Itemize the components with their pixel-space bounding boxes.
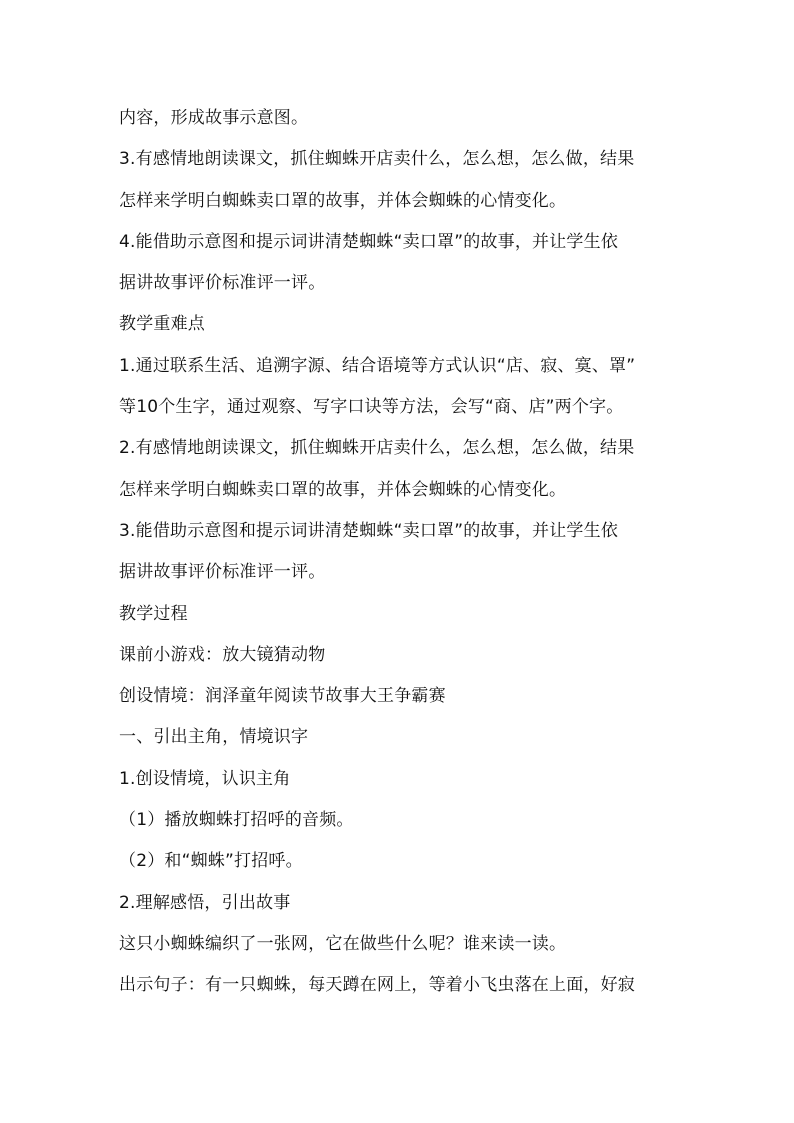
paragraph-line: 出示句子：有一只蜘蛛，每天蹲在网上，等着小飞虫落在上面，好寂 bbox=[119, 975, 635, 996]
paragraph-line: 2.有感情地朗读课文，抓住蜘蛛开店卖什么，怎么想，怎么做，结果 bbox=[119, 438, 635, 459]
paragraph-line: 1.创设情境，认识主角 bbox=[119, 768, 291, 789]
paragraph-line: 2.理解感悟，引出故事 bbox=[119, 892, 291, 913]
paragraph-line: 这只小蜘蛛编织了一张网，它在做些什么呢？谁来读一读。 bbox=[119, 933, 567, 954]
section-heading: 教学过程 bbox=[119, 603, 188, 624]
paragraph-line: 4.能借助示意图和提示词讲清楚蜘蛛“卖口罩”的故事，并让学生依 bbox=[119, 231, 619, 252]
paragraph-line: 等10个生字，通过观察、写字口诀等方法，会写“商、店”两个字。 bbox=[119, 397, 624, 418]
paragraph-line: （1）播放蜘蛛打招呼的音频。 bbox=[119, 810, 354, 831]
paragraph-line: 据讲故事评价标准评一评。 bbox=[119, 273, 326, 294]
subsection-heading: 一、引出主角，情境识字 bbox=[119, 727, 309, 748]
paragraph-line: 1.通过联系生活、追溯字源、结合语境等方式认识“店、寂、寞、罩” bbox=[119, 355, 636, 376]
paragraph-line: 课前小游戏：放大镜猜动物 bbox=[119, 644, 326, 665]
paragraph-line: 怎样来学明白蜘蛛卖口罩的故事，并体会蜘蛛的心情变化。 bbox=[119, 479, 567, 500]
paragraph-line: 怎样来学明白蜘蛛卖口罩的故事，并体会蜘蛛的心情变化。 bbox=[119, 190, 567, 211]
paragraph-line: 创设情境：润泽童年阅读节故事大王争霸赛 bbox=[119, 686, 446, 707]
paragraph-line: 内容，形成故事示意图。 bbox=[119, 108, 309, 128]
document-body bbox=[119, 98, 679, 1007]
paragraph-line: 据讲故事评价标准评一评。 bbox=[119, 562, 326, 583]
paragraph-line: 3.有感情地朗读课文，抓住蜘蛛开店卖什么，怎么想，怎么做，结果 bbox=[119, 149, 635, 170]
paragraph-line: 3.能借助示意图和提示词讲清楚蜘蛛“卖口罩”的故事，并让学生依 bbox=[119, 520, 619, 541]
section-heading: 教学重难点 bbox=[119, 314, 205, 335]
paragraph-line: （2）和“蜘蛛”打招呼。 bbox=[119, 851, 303, 872]
